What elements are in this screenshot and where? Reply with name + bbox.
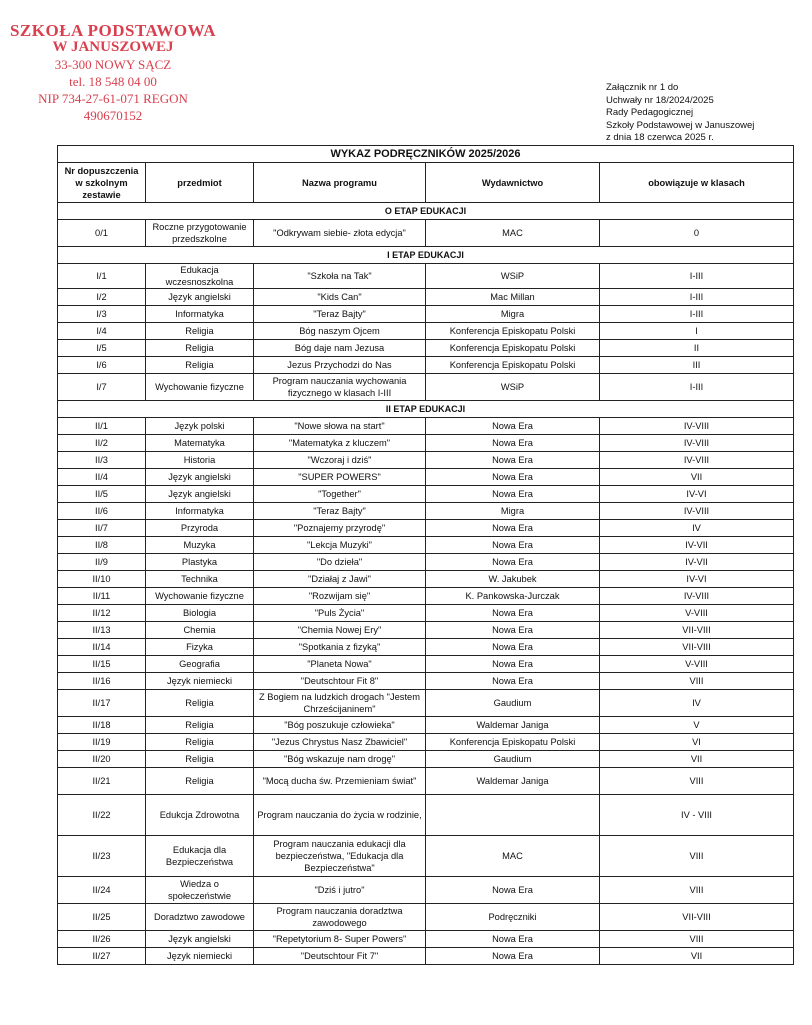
table-row <box>58 734 794 751</box>
cell-program: "Bóg poszukuje człowieka" <box>254 717 426 734</box>
cell-subject: Religia <box>146 717 254 734</box>
cell-publisher: Nowa Era <box>426 639 600 656</box>
cell-publisher: Migra <box>426 503 600 520</box>
cell-publisher: MAC <box>426 836 600 877</box>
annex-line-1: Załącznik nr 1 do <box>606 82 679 93</box>
annex-line-3: Rady Pedagogicznej <box>606 107 694 118</box>
cell-program: "Nowe słowa na start" <box>254 418 426 435</box>
stamp-line-4: tel. 18 548 04 00 <box>69 74 157 89</box>
cell-subject: Technika <box>146 571 254 588</box>
cell-classes: IV-VIII <box>600 435 794 452</box>
cell-classes: VI <box>600 734 794 751</box>
cell-program: "Szkoła na Tak" <box>254 264 426 289</box>
cell-publisher: Waldemar Janiga <box>426 768 600 795</box>
cell-classes: VII <box>600 751 794 768</box>
cell-classes: I-III <box>600 289 794 306</box>
table-row <box>58 357 794 374</box>
cell-program: "SUPER POWERS" <box>254 469 426 486</box>
table-row <box>58 588 794 605</box>
cell-publisher: Nowa Era <box>426 520 600 537</box>
cell-publisher: Nowa Era <box>426 605 600 622</box>
cell-classes: VIII <box>600 877 794 904</box>
cell-publisher: Nowa Era <box>426 622 600 639</box>
cell-subject: Doradztwo zawodowe <box>146 904 254 931</box>
cell-nr: I/4 <box>58 323 146 340</box>
table-row <box>58 374 794 401</box>
cell-nr: II/3 <box>58 452 146 469</box>
cell-subject: Biologia <box>146 605 254 622</box>
cell-classes: I-III <box>600 306 794 323</box>
cell-classes: VIII <box>600 836 794 877</box>
cell-subject: Chemia <box>146 622 254 639</box>
cell-subject: Informatyka <box>146 306 254 323</box>
table-row <box>58 340 794 357</box>
cell-publisher: MAC <box>426 220 600 247</box>
cell-classes: VII <box>600 948 794 965</box>
cell-classes: VII-VIII <box>600 904 794 931</box>
cell-publisher: Waldemar Janiga <box>426 717 600 734</box>
cell-program: "Poznajemy przyrodę" <box>254 520 426 537</box>
cell-subject: Język angielski <box>146 289 254 306</box>
cell-nr: II/27 <box>58 948 146 965</box>
cell-program: Bóg daje nam Jezusa <box>254 340 426 357</box>
annex-line-4: Szkoły Podstawowej w Januszowej <box>606 119 755 131</box>
cell-program: "Mocą ducha św. Przemieniam świat" <box>254 768 426 795</box>
stage-header: O ETAP EDUKACJI <box>58 203 794 220</box>
cell-program: "Chemia Nowej Ery" <box>254 622 426 639</box>
cell-program: "Lekcja Muzyki" <box>254 537 426 554</box>
cell-nr: II/21 <box>58 768 146 795</box>
cell-program: "Działaj z Jawi" <box>254 571 426 588</box>
cell-nr: II/14 <box>58 639 146 656</box>
cell-classes: V-VIII <box>600 605 794 622</box>
table-row <box>58 673 794 690</box>
table-row <box>58 877 794 904</box>
cell-subject: Język niemiecki <box>146 673 254 690</box>
table-row <box>58 639 794 656</box>
cell-classes: VII <box>600 469 794 486</box>
cell-publisher: Nowa Era <box>426 418 600 435</box>
cell-program: Jezus Przychodzi do Nas <box>254 357 426 374</box>
cell-program: "Wczoraj i dziś" <box>254 452 426 469</box>
cell-subject: Religia <box>146 340 254 357</box>
stamp-line-1: SZKOŁA PODSTAWOWA <box>9 21 217 40</box>
cell-publisher: Nowa Era <box>426 948 600 965</box>
cell-program: "Teraz Bajty" <box>254 503 426 520</box>
cell-classes: IV <box>600 520 794 537</box>
table-row <box>58 306 794 323</box>
cell-nr: II/17 <box>58 690 146 717</box>
cell-publisher: Konferencja Episkopatu Polski <box>426 734 600 751</box>
header-publisher: Wydawnictwo <box>426 163 600 203</box>
cell-nr: I/1 <box>58 264 146 289</box>
cell-program: "Dziś i jutro" <box>254 877 426 904</box>
table-row <box>58 795 794 836</box>
cell-nr: II/19 <box>58 734 146 751</box>
cell-publisher: Nowa Era <box>426 554 600 571</box>
cell-subject: Religia <box>146 768 254 795</box>
cell-nr: II/7 <box>58 520 146 537</box>
cell-subject: Wychowanie fizyczne <box>146 374 254 401</box>
cell-nr: I/5 <box>58 340 146 357</box>
table-row <box>58 836 794 877</box>
table-row <box>58 537 794 554</box>
header-nr: Nr dopuszczenia w szkolnym zestawie <box>58 163 146 203</box>
stamp-line-2: W JANUSZOWEJ <box>52 39 174 55</box>
cell-subject: Religia <box>146 323 254 340</box>
cell-nr: II/5 <box>58 486 146 503</box>
school-stamp <box>8 22 218 124</box>
cell-subject: Plastyka <box>146 554 254 571</box>
cell-classes: I-III <box>600 264 794 289</box>
cell-program: "Deutschtour Fit 7" <box>254 948 426 965</box>
cell-publisher: Nowa Era <box>426 673 600 690</box>
cell-nr: II/10 <box>58 571 146 588</box>
cell-classes: VIII <box>600 673 794 690</box>
table-row <box>58 520 794 537</box>
table-row <box>58 289 794 306</box>
cell-classes: IV-VIII <box>600 418 794 435</box>
cell-program: "Deutschtour Fit 8" <box>254 673 426 690</box>
table-row <box>58 418 794 435</box>
table-row <box>58 690 794 717</box>
cell-program: Program nauczania doradztwa zawodowego <box>254 904 426 931</box>
cell-publisher: Konferencja Episkopatu Polski <box>426 323 600 340</box>
cell-program: "Kids Can" <box>254 289 426 306</box>
stage-header: I ETAP EDUKACJI <box>58 247 794 264</box>
cell-nr: I/3 <box>58 306 146 323</box>
cell-nr: II/11 <box>58 588 146 605</box>
cell-classes: III <box>600 357 794 374</box>
cell-program: Bóg naszym Ojcem <box>254 323 426 340</box>
cell-nr: II/9 <box>58 554 146 571</box>
cell-subject: Geografia <box>146 656 254 673</box>
cell-publisher: Nowa Era <box>426 486 600 503</box>
cell-nr: II/4 <box>58 469 146 486</box>
table-row <box>58 717 794 734</box>
cell-nr: II/13 <box>58 622 146 639</box>
cell-nr: I/6 <box>58 357 146 374</box>
table-row <box>58 220 794 247</box>
cell-publisher: Podręczniki <box>426 904 600 931</box>
cell-subject: Religia <box>146 357 254 374</box>
cell-publisher: Nowa Era <box>426 435 600 452</box>
cell-classes: V-VIII <box>600 656 794 673</box>
table-row <box>58 656 794 673</box>
annex-line-5: z dnia 18 czerwca 2025 r. <box>606 132 714 143</box>
cell-publisher: Nowa Era <box>426 656 600 673</box>
cell-classes: IV-VII <box>600 554 794 571</box>
cell-subject: Muzyka <box>146 537 254 554</box>
cell-nr: II/12 <box>58 605 146 622</box>
cell-classes: V <box>600 717 794 734</box>
cell-nr: 0/1 <box>58 220 146 247</box>
cell-publisher: Nowa Era <box>426 469 600 486</box>
cell-classes: IV-VI <box>600 571 794 588</box>
cell-publisher: Nowa Era <box>426 931 600 948</box>
cell-nr: II/22 <box>58 795 146 836</box>
cell-nr: II/8 <box>58 537 146 554</box>
cell-publisher: W. Jakubek <box>426 571 600 588</box>
cell-program: "Odkrywam siebie- złota edycja" <box>254 220 426 247</box>
cell-publisher: Migra <box>426 306 600 323</box>
cell-classes: IV-VIII <box>600 452 794 469</box>
cell-nr: I/2 <box>58 289 146 306</box>
table-row <box>58 571 794 588</box>
table-row <box>58 605 794 622</box>
table-title: WYKAZ PODRĘCZNIKÓW 2025/2026 <box>58 146 794 163</box>
cell-publisher: K. Pankowska-Jurczak <box>426 588 600 605</box>
cell-subject: Edukcja Zdrowotna <box>146 795 254 836</box>
cell-classes: I-III <box>600 374 794 401</box>
cell-nr: II/25 <box>58 904 146 931</box>
cell-subject: Fizyka <box>146 639 254 656</box>
cell-classes: VIII <box>600 768 794 795</box>
cell-publisher: WSiP <box>426 374 600 401</box>
cell-nr: II/16 <box>58 673 146 690</box>
cell-nr: I/7 <box>58 374 146 401</box>
cell-program: "Bóg wskazuje nam drogę" <box>254 751 426 768</box>
cell-classes: IV-VII <box>600 537 794 554</box>
table-row <box>58 264 794 289</box>
cell-subject: Roczne przygotowanie przedszkolne <box>146 220 254 247</box>
cell-program: "Jezus Chrystus Nasz Zbawiciel" <box>254 734 426 751</box>
cell-nr: II/20 <box>58 751 146 768</box>
cell-publisher: Mac Millan <box>426 289 600 306</box>
cell-publisher: Konferencja Episkopatu Polski <box>426 357 600 374</box>
cell-subject: Przyroda <box>146 520 254 537</box>
cell-publisher: Nowa Era <box>426 537 600 554</box>
table-row <box>58 469 794 486</box>
cell-publisher <box>426 795 600 836</box>
textbook-table <box>57 145 794 965</box>
cell-program: Z Bogiem na ludzkich drogach "Jestem Chrześcijaninem" <box>254 690 426 717</box>
cell-program: "Matematyka z kluczem" <box>254 435 426 452</box>
cell-nr: II/23 <box>58 836 146 877</box>
cell-program: "Together" <box>254 486 426 503</box>
cell-program: Program nauczania edukacji dla bezpieczeństwa, "Edukacja dla Bezpieczeństwa" <box>254 836 426 877</box>
cell-publisher: Gaudium <box>426 751 600 768</box>
cell-publisher: Nowa Era <box>426 452 600 469</box>
cell-classes: IV-VIII <box>600 588 794 605</box>
cell-subject: Historia <box>146 452 254 469</box>
table-row <box>58 452 794 469</box>
table-row <box>58 554 794 571</box>
cell-classes: VIII <box>600 931 794 948</box>
cell-nr: II/1 <box>58 418 146 435</box>
cell-classes: IV-VI <box>600 486 794 503</box>
annex-note <box>606 82 754 145</box>
cell-nr: II/26 <box>58 931 146 948</box>
cell-program: "Puls Życia" <box>254 605 426 622</box>
cell-subject: Edukacja wczesnoszkolna <box>146 264 254 289</box>
cell-subject: Edukacja dla Bezpieczeństwa <box>146 836 254 877</box>
cell-publisher: Nowa Era <box>426 877 600 904</box>
cell-classes: VII-VIII <box>600 639 794 656</box>
stamp-line-3: 33-300 NOWY SĄCZ <box>54 57 172 72</box>
cell-subject: Wychowanie fizyczne <box>146 588 254 605</box>
cell-classes: I <box>600 323 794 340</box>
table-row <box>58 503 794 520</box>
cell-publisher: WSiP <box>426 264 600 289</box>
cell-subject: Informatyka <box>146 503 254 520</box>
header-subject: przedmiot <box>146 163 254 203</box>
cell-classes: VII-VIII <box>600 622 794 639</box>
table-row <box>58 751 794 768</box>
cell-nr: II/15 <box>58 656 146 673</box>
cell-subject: Religia <box>146 690 254 717</box>
header-classes: obowiązuje w klasach <box>600 163 794 203</box>
cell-program: "Rozwijam się" <box>254 588 426 605</box>
cell-program: "Repetytorium 8- Super Powers" <box>254 931 426 948</box>
cell-nr: II/6 <box>58 503 146 520</box>
header-program: Nazwa programu <box>254 163 426 203</box>
table-row <box>58 768 794 795</box>
table-row <box>58 323 794 340</box>
cell-program: "Spotkania z fizyką" <box>254 639 426 656</box>
cell-program: Program nauczania do życia w rodzinie, <box>254 795 426 836</box>
cell-program: "Planeta Nowa" <box>254 656 426 673</box>
cell-subject: Język angielski <box>146 931 254 948</box>
stage-header: II ETAP EDUKACJI <box>58 401 794 418</box>
cell-subject: Wiedza o społeczeństwie <box>146 877 254 904</box>
cell-subject: Religia <box>146 734 254 751</box>
cell-program: Program nauczania wychowania fizycznego w klasach I-III <box>254 374 426 401</box>
cell-classes: IV - VIII <box>600 795 794 836</box>
table-row <box>58 622 794 639</box>
table-row <box>58 904 794 931</box>
cell-subject: Język polski <box>146 418 254 435</box>
cell-subject: Język niemiecki <box>146 948 254 965</box>
cell-nr: II/24 <box>58 877 146 904</box>
annex-line-2: Uchwały nr 18/2024/2025 <box>606 94 714 106</box>
cell-program: "Do dzieła" <box>254 554 426 571</box>
cell-subject: Matematyka <box>146 435 254 452</box>
cell-classes: 0 <box>600 220 794 247</box>
cell-classes: IV-VIII <box>600 503 794 520</box>
cell-subject: Język angielski <box>146 469 254 486</box>
cell-classes: II <box>600 340 794 357</box>
cell-publisher: Gaudium <box>426 690 600 717</box>
table-row <box>58 435 794 452</box>
cell-publisher: Konferencja Episkopatu Polski <box>426 340 600 357</box>
cell-program: "Teraz Bajty" <box>254 306 426 323</box>
table-row <box>58 948 794 965</box>
table-row <box>58 486 794 503</box>
cell-nr: II/18 <box>58 717 146 734</box>
table-row <box>58 931 794 948</box>
cell-classes: IV <box>600 690 794 717</box>
cell-nr: II/2 <box>58 435 146 452</box>
cell-subject: Religia <box>146 751 254 768</box>
cell-subject: Język angielski <box>146 486 254 503</box>
stamp-line-5: NIP 734-27-61-071 REGON 490670152 <box>38 91 188 123</box>
